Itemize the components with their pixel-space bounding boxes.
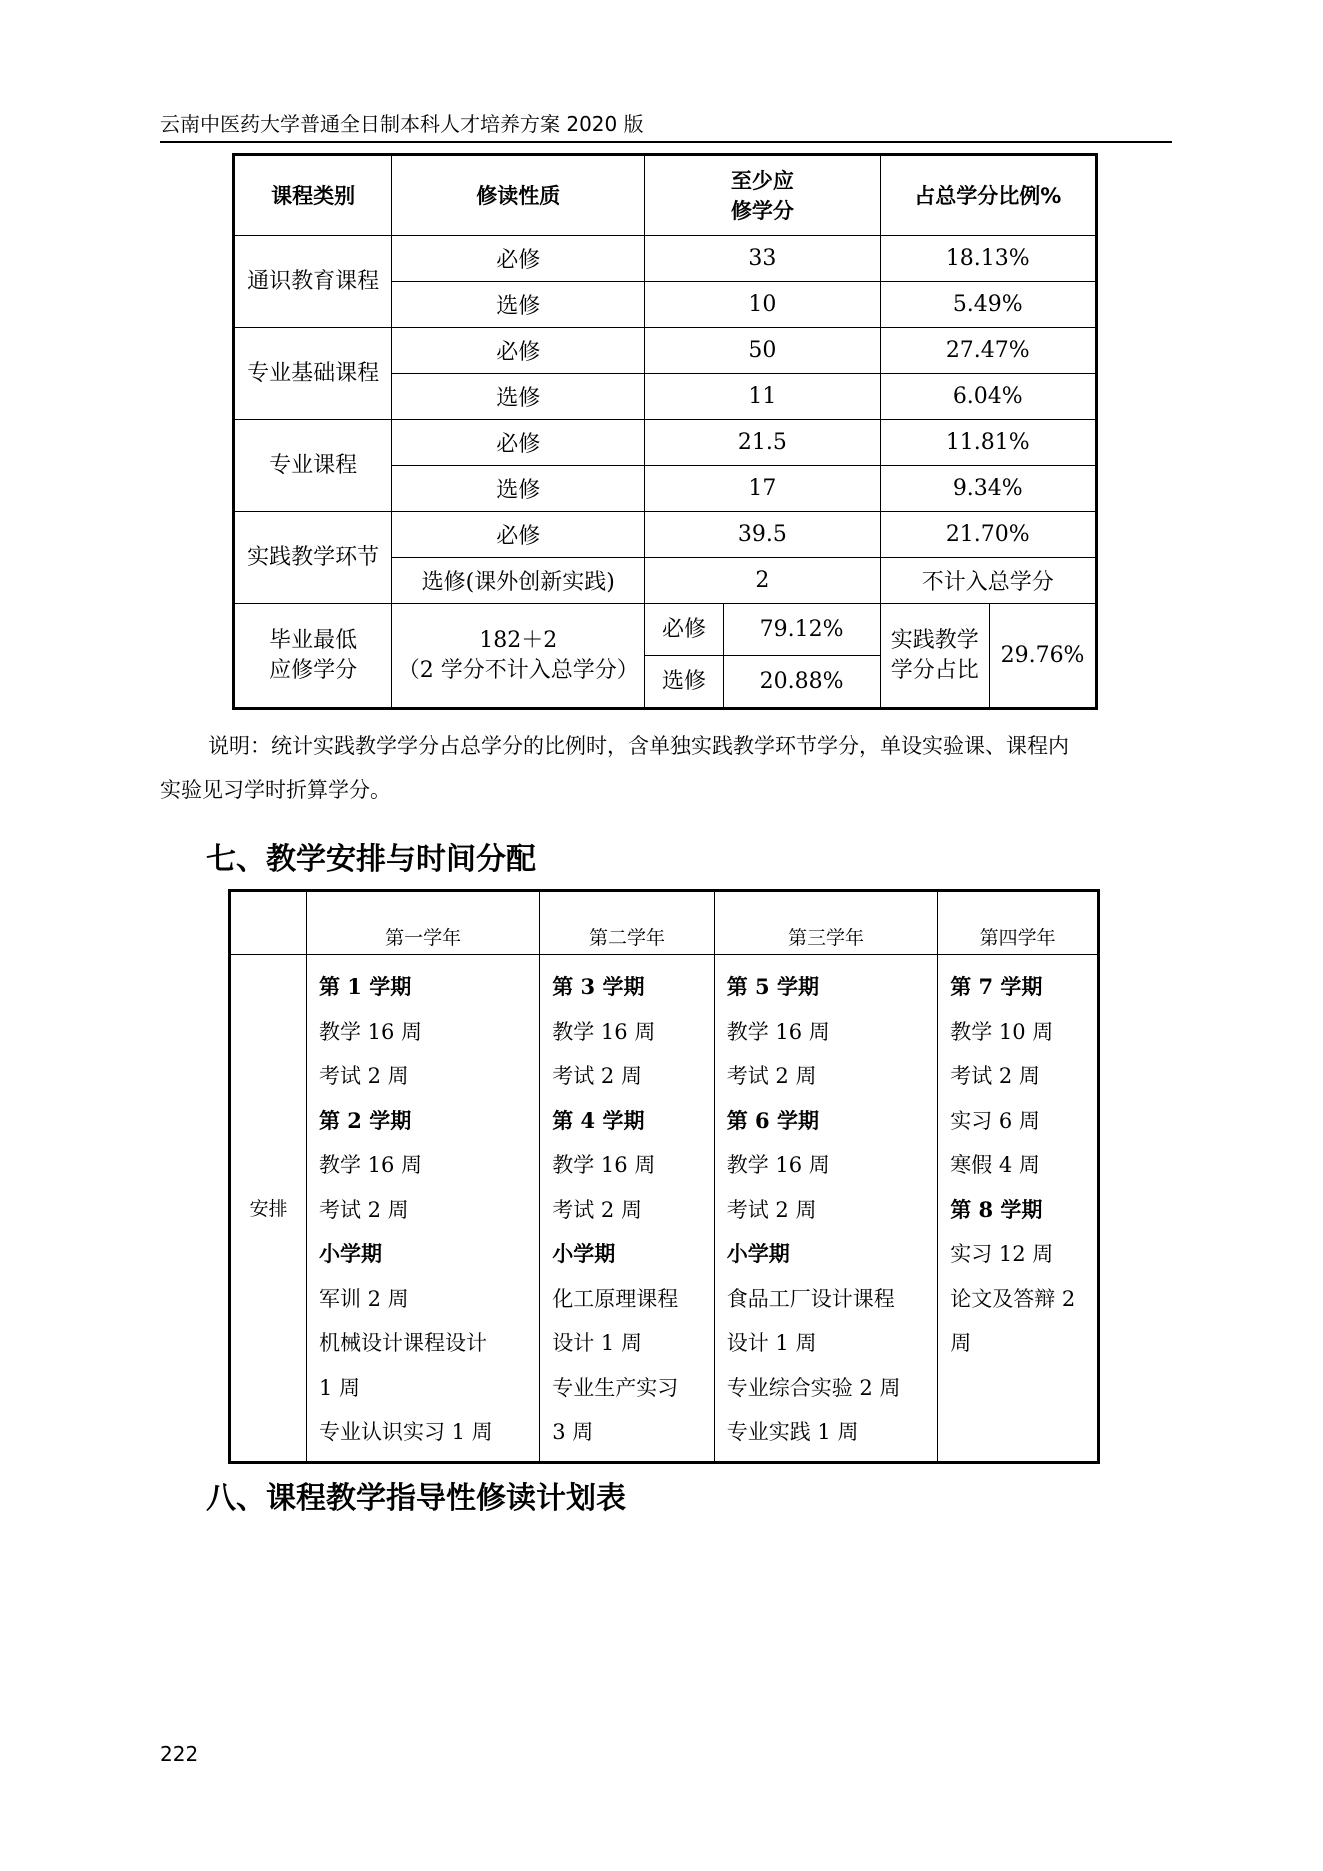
schedule-line: 设计 1 周: [726, 1331, 817, 1355]
row-label: 安排: [230, 955, 307, 1463]
schedule-line: 周: [950, 1331, 972, 1355]
credits-cell: 33: [645, 236, 880, 282]
term-heading: 小学期: [726, 1241, 790, 1266]
ratio-cell: 5.49%: [880, 282, 1096, 328]
ratio-cell: 不计入总学分: [880, 558, 1096, 604]
term-heading: 小学期: [552, 1241, 616, 1266]
schedule-line: 1 周: [318, 1375, 361, 1400]
summary-label-cell: [234, 604, 392, 709]
summary-split-table: [645, 604, 879, 707]
nature-cell: 必修: [392, 420, 645, 466]
schedule-line: 教学 16 周: [552, 1019, 656, 1044]
year-schedule-cell: [938, 955, 1099, 1463]
year-schedule-cell: [714, 955, 937, 1463]
credits-cell: 21.5: [645, 420, 880, 466]
schedule-line: 考试 2 周: [318, 1064, 409, 1088]
year-header: 第四学年: [938, 891, 1099, 955]
term-heading: 第 1 学期: [318, 974, 412, 999]
nature-cell: 选修: [392, 282, 645, 328]
schedule-line: 军训 2 周: [318, 1286, 409, 1311]
table-row: [234, 328, 1097, 374]
term-heading: 第 3 学期: [552, 974, 645, 999]
year-schedule-cell: [306, 955, 539, 1463]
nature-cell: 必修: [392, 236, 645, 282]
schedule-line: 设计 1 周: [552, 1331, 642, 1355]
required-label-cell: 必修: [645, 604, 723, 656]
table-row: [234, 512, 1097, 558]
category-cell: 通识教育课程: [234, 236, 392, 328]
schedule-line: 论文及答辩 2: [950, 1286, 1076, 1311]
note-paragraph: [160, 724, 1170, 812]
table-row: [234, 236, 1097, 282]
practice-ratio-cell: 29.76%: [990, 604, 1097, 709]
ratio-cell: 21.70%: [880, 512, 1096, 558]
credit-table-header-row: [234, 155, 1097, 236]
nature-cell: 选修(课外创新实践): [392, 558, 645, 604]
credits-cell: 2: [645, 558, 880, 604]
page-header: 云南中医药大学普通全日制本科人才培养方案 2020 版: [160, 112, 644, 136]
schedule-line: 食品工厂设计课程: [726, 1286, 895, 1311]
elective-ratio-cell: 20.88%: [723, 656, 879, 708]
term-heading: 第 4 学期: [552, 1107, 645, 1133]
ratio-cell: 9.34%: [880, 466, 1096, 512]
schedule-line: 考试 2 周: [552, 1197, 642, 1222]
summary-total-cell: [392, 604, 645, 709]
summary-total-line2: （2 学分不计入总学分）: [397, 657, 639, 683]
summary-label-line1: 毕业最低: [269, 627, 358, 653]
term-heading: 第 6 学期: [726, 1107, 819, 1133]
schedule-line: 考试 2 周: [726, 1197, 817, 1222]
table-row: [234, 420, 1097, 466]
required-ratio-cell: 79.12%: [723, 604, 879, 656]
schedule-line: 实习 6 周: [950, 1108, 1040, 1133]
schedule-corner-cell: [230, 891, 307, 955]
ratio-cell: 27.47%: [880, 328, 1096, 374]
schedule-line: 教学 16 周: [552, 1153, 656, 1177]
header-category: 课程类别: [234, 155, 392, 236]
schedule-line: 教学 16 周: [318, 1019, 423, 1044]
section-title-7: 七、教学安排与时间分配: [206, 842, 536, 877]
term-heading: 第 2 学期: [318, 1107, 412, 1133]
schedule-line: 教学 16 周: [726, 1019, 830, 1044]
year-header: 第一学年: [306, 891, 539, 955]
year-header: 第三学年: [714, 891, 937, 955]
schedule-line: 考试 2 周: [318, 1197, 409, 1222]
term-heading: 小学期: [318, 1241, 382, 1266]
section-title-8: 八、课程教学指导性修读计划表: [206, 1481, 626, 1516]
header-min-credits-line1: 至少应: [730, 168, 794, 193]
schedule-line: 教学 16 周: [726, 1153, 830, 1177]
credits-cell: 17: [645, 466, 880, 512]
nature-cell: 选修: [392, 466, 645, 512]
schedule-line: 机械设计课程设计: [318, 1331, 487, 1355]
ratio-cell: 11.81%: [880, 420, 1096, 466]
summary-total-line1: 182＋2: [479, 627, 558, 653]
category-cell: 专业课程: [234, 420, 392, 512]
header-min-credits-line2: 修学分: [730, 198, 794, 223]
schedule-line: 专业综合实验 2 周: [726, 1375, 901, 1400]
year-header: 第二学年: [540, 891, 714, 955]
credits-cell: 50: [645, 328, 880, 374]
summary-split-cell: [645, 604, 880, 709]
credits-cell: 11: [645, 374, 880, 420]
year-schedule-cell: [540, 955, 714, 1463]
schedule-header-row: [230, 891, 1099, 955]
nature-cell: 必修: [392, 328, 645, 374]
schedule-line: 寒假 4 周: [950, 1153, 1040, 1177]
credits-cell: 39.5: [645, 512, 880, 558]
schedule-line: 3 周: [552, 1420, 594, 1444]
practice-label-line2: 学分占比: [890, 657, 979, 683]
schedule-line: 专业认识实习 1 周: [318, 1420, 493, 1444]
nature-cell: 必修: [392, 512, 645, 558]
elective-label-cell: 选修: [645, 656, 723, 708]
header-ratio: 占总学分比例%: [880, 155, 1096, 236]
header-divider: [160, 141, 1172, 143]
term-heading: 第 8 学期: [950, 1196, 1043, 1222]
ratio-cell: 18.13%: [880, 236, 1096, 282]
header-min-credits: [645, 155, 880, 236]
schedule-line: 专业生产实习: [552, 1375, 679, 1400]
schedule-line: 考试 2 周: [552, 1064, 642, 1088]
category-cell: 专业基础课程: [234, 328, 392, 420]
summary-label-line2: 应修学分: [269, 657, 358, 683]
term-heading: 第 7 学期: [950, 974, 1043, 999]
schedule-line: 教学 10 周: [950, 1019, 1054, 1044]
note-line2: 实验见习学时折算学分。: [160, 778, 391, 802]
nature-cell: 选修: [392, 374, 645, 420]
term-heading: 第 5 学期: [726, 974, 819, 999]
practice-label-cell: [880, 604, 990, 709]
schedule-line: 考试 2 周: [726, 1064, 817, 1088]
schedule-line: 化工原理课程: [552, 1286, 679, 1311]
teaching-schedule-table: [228, 889, 1100, 1464]
note-line1: 说明：统计实践教学学分占总学分的比例时，含单独实践教学环节学分，单设实验课、课程内: [208, 734, 1069, 758]
schedule-line: 实习 12 周: [950, 1242, 1054, 1266]
schedule-line: 考试 2 周: [950, 1064, 1040, 1088]
page-number: 222: [160, 1742, 199, 1766]
schedule-line: 专业实践 1 周: [726, 1420, 859, 1444]
credits-cell: 10: [645, 282, 880, 328]
credit-distribution-table: [232, 153, 1098, 710]
practice-label-line1: 实践教学: [890, 627, 979, 653]
ratio-cell: 6.04%: [880, 374, 1096, 420]
category-cell: 实践教学环节: [234, 512, 392, 604]
summary-row: [234, 604, 1097, 709]
schedule-line: 教学 16 周: [318, 1153, 423, 1177]
header-nature: 修读性质: [392, 155, 645, 236]
schedule-body-row: [230, 955, 1099, 1463]
